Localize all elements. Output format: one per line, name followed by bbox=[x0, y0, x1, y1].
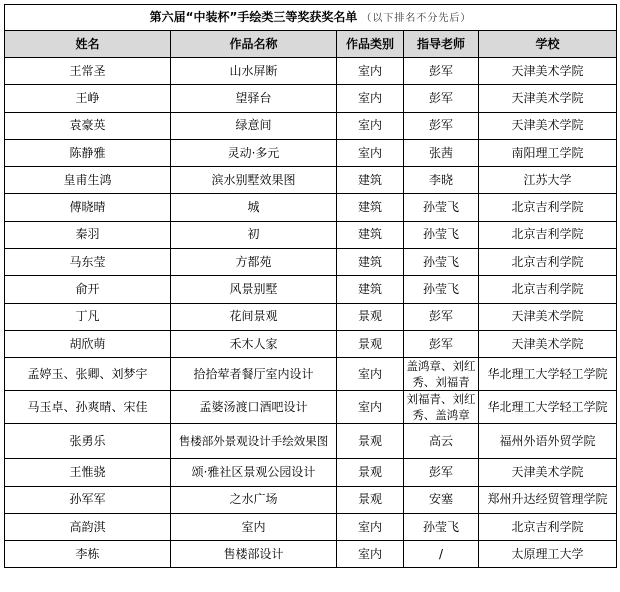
cell-advisor: 彭军 bbox=[404, 330, 479, 357]
cell-category: 室内 bbox=[337, 358, 404, 391]
cell-advisor: 彭军 bbox=[404, 112, 479, 139]
header-school: 学校 bbox=[479, 31, 617, 58]
cell-category: 建筑 bbox=[337, 276, 404, 303]
cell-name: 王峥 bbox=[5, 85, 171, 112]
cell-school: 天津美术学院 bbox=[479, 58, 617, 85]
table-row bbox=[5, 391, 617, 424]
cell-work-title: 滨水别墅效果图 bbox=[171, 167, 337, 194]
cell-name: 马东莹 bbox=[5, 249, 171, 276]
cell-advisor: 彭军 bbox=[404, 58, 479, 85]
table-row bbox=[5, 424, 617, 459]
table-row bbox=[5, 276, 617, 303]
cell-advisor: 盖鸿章、刘红秀、刘福青 bbox=[404, 358, 479, 391]
cell-work-title: 城 bbox=[171, 194, 337, 221]
cell-category: 景观 bbox=[337, 424, 404, 459]
cell-category: 建筑 bbox=[337, 221, 404, 248]
cell-name: 马玉卓、孙爽晴、宋佳 bbox=[5, 391, 171, 424]
cell-school: 天津美术学院 bbox=[479, 303, 617, 330]
cell-work-title: 风景别墅 bbox=[171, 276, 337, 303]
award-list-table bbox=[4, 4, 617, 568]
cell-work-title: 拾拾荤者餐厅室内设计 bbox=[171, 358, 337, 391]
cell-advisor: 孙莹飞 bbox=[404, 276, 479, 303]
table-title: 第六届“中装杯”手绘类三等奖获奖名单 bbox=[149, 9, 358, 24]
cell-category: 建筑 bbox=[337, 167, 404, 194]
cell-advisor: 张茜 bbox=[404, 139, 479, 166]
cell-category: 室内 bbox=[337, 139, 404, 166]
cell-school: 北京吉利学院 bbox=[479, 276, 617, 303]
table-row bbox=[5, 459, 617, 486]
table-title-cell bbox=[5, 5, 617, 31]
cell-advisor: 彭军 bbox=[404, 459, 479, 486]
table-row bbox=[5, 194, 617, 221]
table-row bbox=[5, 330, 617, 357]
cell-school: 南阳理工学院 bbox=[479, 139, 617, 166]
cell-advisor: 安塞 bbox=[404, 486, 479, 513]
cell-advisor: 孙莹飞 bbox=[404, 513, 479, 540]
cell-work-title: 之水广场 bbox=[171, 486, 337, 513]
cell-name: 张勇乐 bbox=[5, 424, 171, 459]
cell-name: 胡欣萌 bbox=[5, 330, 171, 357]
cell-name: 俞开 bbox=[5, 276, 171, 303]
table-row bbox=[5, 486, 617, 513]
cell-name: 陈静雅 bbox=[5, 139, 171, 166]
award-list-table-wrapper bbox=[4, 4, 617, 568]
cell-category: 景观 bbox=[337, 330, 404, 357]
cell-category: 建筑 bbox=[337, 249, 404, 276]
cell-category: 室内 bbox=[337, 85, 404, 112]
table-row bbox=[5, 541, 617, 568]
cell-advisor: / bbox=[404, 541, 479, 568]
cell-school: 太原理工大学 bbox=[479, 541, 617, 568]
cell-work-title: 颂·雅社区景观公园设计 bbox=[171, 459, 337, 486]
table-row bbox=[5, 139, 617, 166]
cell-work-title: 售楼部设计 bbox=[171, 541, 337, 568]
cell-school: 华北理工大学轻工学院 bbox=[479, 358, 617, 391]
title-row bbox=[5, 5, 617, 31]
cell-category: 景观 bbox=[337, 459, 404, 486]
cell-advisor: 孙莹飞 bbox=[404, 221, 479, 248]
cell-advisor: 孙莹飞 bbox=[404, 249, 479, 276]
header-advisor: 指导老师 bbox=[404, 31, 479, 58]
cell-work-title: 绿意间 bbox=[171, 112, 337, 139]
cell-category: 景观 bbox=[337, 303, 404, 330]
header-work-title: 作品名称 bbox=[171, 31, 337, 58]
table-row bbox=[5, 85, 617, 112]
cell-work-title: 方都苑 bbox=[171, 249, 337, 276]
cell-category: 室内 bbox=[337, 513, 404, 540]
cell-name: 丁凡 bbox=[5, 303, 171, 330]
cell-school: 江苏大学 bbox=[479, 167, 617, 194]
table-row bbox=[5, 58, 617, 85]
cell-work-title: 孟婆汤渡口酒吧设计 bbox=[171, 391, 337, 424]
header-name: 姓名 bbox=[5, 31, 171, 58]
cell-name: 傅晓晴 bbox=[5, 194, 171, 221]
cell-work-title: 灵动·多元 bbox=[171, 139, 337, 166]
cell-school: 天津美术学院 bbox=[479, 330, 617, 357]
cell-school: 郑州升达经贸管理学院 bbox=[479, 486, 617, 513]
cell-name: 孟婷玉、张卿、刘梦宇 bbox=[5, 358, 171, 391]
cell-school: 北京吉利学院 bbox=[479, 513, 617, 540]
cell-work-title: 望驿台 bbox=[171, 85, 337, 112]
table-row bbox=[5, 303, 617, 330]
table-row bbox=[5, 221, 617, 248]
cell-advisor: 孙莹飞 bbox=[404, 194, 479, 221]
cell-school: 天津美术学院 bbox=[479, 459, 617, 486]
cell-name: 李栋 bbox=[5, 541, 171, 568]
table-row bbox=[5, 249, 617, 276]
header-row bbox=[5, 31, 617, 58]
table-row bbox=[5, 358, 617, 391]
cell-school: 北京吉利学院 bbox=[479, 249, 617, 276]
table-row bbox=[5, 112, 617, 139]
cell-work-title: 禾木人家 bbox=[171, 330, 337, 357]
cell-school: 福州外语外贸学院 bbox=[479, 424, 617, 459]
cell-name: 高韵淇 bbox=[5, 513, 171, 540]
table-row bbox=[5, 513, 617, 540]
cell-name: 袁豪英 bbox=[5, 112, 171, 139]
cell-advisor: 高云 bbox=[404, 424, 479, 459]
cell-name: 王惟骁 bbox=[5, 459, 171, 486]
table-title-note: （以下排名不分先后） bbox=[361, 12, 472, 24]
cell-advisor: 李晓 bbox=[404, 167, 479, 194]
cell-name: 秦羽 bbox=[5, 221, 171, 248]
cell-school: 华北理工大学轻工学院 bbox=[479, 391, 617, 424]
cell-category: 室内 bbox=[337, 391, 404, 424]
cell-work-title: 售楼部外景观设计手绘效果图 bbox=[171, 424, 337, 459]
cell-school: 天津美术学院 bbox=[479, 85, 617, 112]
table-row bbox=[5, 167, 617, 194]
cell-name: 孙军军 bbox=[5, 486, 171, 513]
cell-work-title: 室内 bbox=[171, 513, 337, 540]
cell-name: 王常圣 bbox=[5, 58, 171, 85]
cell-work-title: 初 bbox=[171, 221, 337, 248]
cell-advisor: 彭军 bbox=[404, 85, 479, 112]
cell-name: 皇甫生鸿 bbox=[5, 167, 171, 194]
cell-school: 北京吉利学院 bbox=[479, 194, 617, 221]
cell-category: 景观 bbox=[337, 486, 404, 513]
cell-category: 建筑 bbox=[337, 194, 404, 221]
cell-category: 室内 bbox=[337, 112, 404, 139]
cell-category: 室内 bbox=[337, 58, 404, 85]
cell-work-title: 山水屏断 bbox=[171, 58, 337, 85]
cell-work-title: 花间景观 bbox=[171, 303, 337, 330]
cell-advisor: 彭军 bbox=[404, 303, 479, 330]
cell-school: 天津美术学院 bbox=[479, 112, 617, 139]
cell-school: 北京吉利学院 bbox=[479, 221, 617, 248]
cell-category: 室内 bbox=[337, 541, 404, 568]
header-category: 作品类别 bbox=[337, 31, 404, 58]
cell-advisor: 刘福青、刘红秀、盖鸿章 bbox=[404, 391, 479, 424]
